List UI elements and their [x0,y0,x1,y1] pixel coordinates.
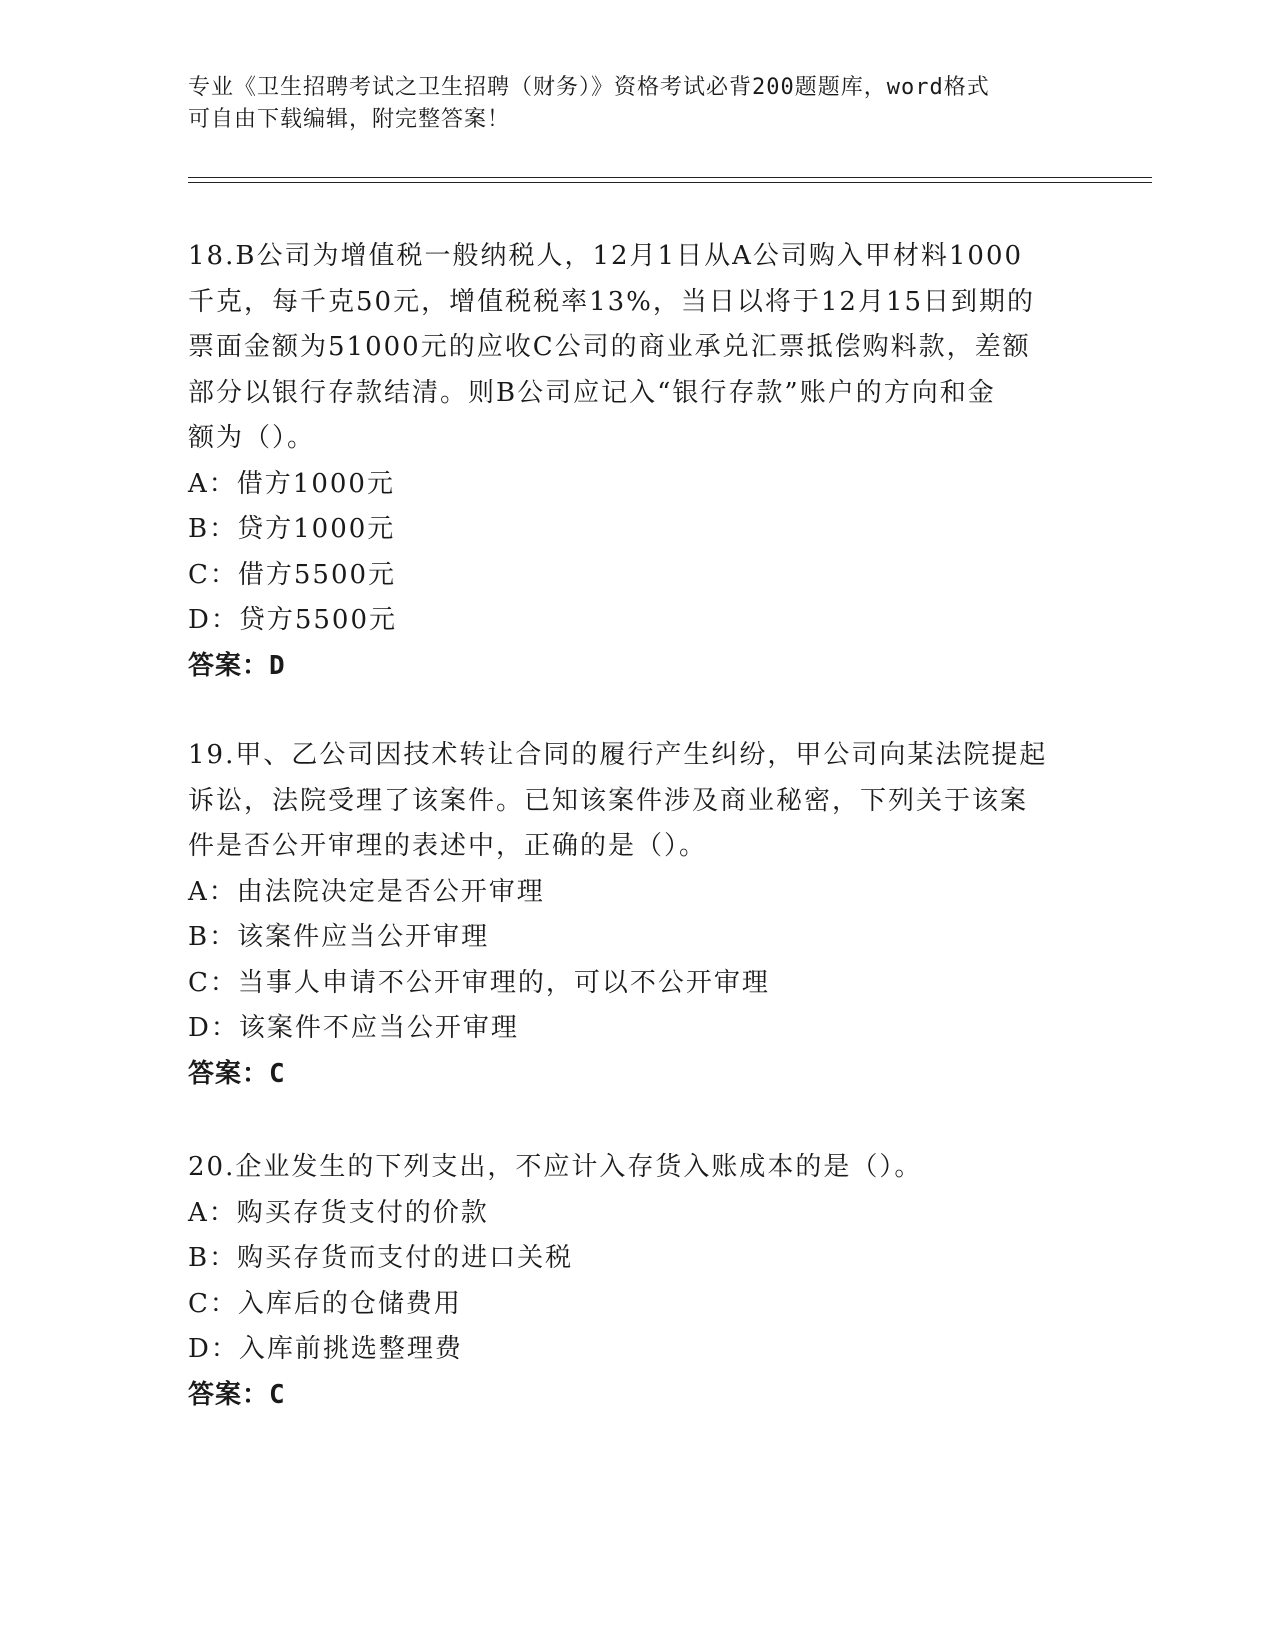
header-line-1: 专业《卫生招聘考试之卫生招聘（财务）》资格考试必背200题题库，word格式 [188,75,990,100]
answer: 答案：D [188,650,286,681]
option-c: C：入库后的仓储费用 [188,1288,462,1319]
question-19 [188,733,1068,1097]
question-20 [188,1145,1068,1418]
document-header [188,72,1068,136]
question-stem-line: 件是否公开审理的表述中，正确的是（）。 [188,831,708,861]
option-c: C：借方5500元 [188,559,397,590]
header-divider-top [188,177,1152,178]
question-stem-line: 票面金额为51000元的应收C公司的商业承兑汇票抵偿购料款，差额 [188,332,1031,362]
option-a: A：由法院决定是否公开审理 [188,876,545,907]
answer: 答案：C [188,1058,286,1089]
header-divider-bottom [188,182,1152,183]
question-18 [188,234,1068,689]
option-d: D：该案件不应当公开审理 [188,1013,519,1043]
option-d: D：入库前挑选整理费 [188,1334,463,1364]
option-b: B：该案件应当公开审理 [188,922,490,952]
header-line-2: 可自由下载编辑，附完整答案！ [188,107,511,132]
option-b: B：购买存货而支付的进口关税 [188,1243,574,1273]
question-stem-line: 诉讼，法院受理了该案件。已知该案件涉及商业秘密，下列关于该案 [188,785,1029,816]
option-c: C：当事人申请不公开审理的，可以不公开审理 [188,967,770,998]
question-stem-line: 18.B公司为增值税一般纳税人，12月1日从A公司购入甲材料1000 [188,241,1024,271]
option-d: D：贷方5500元 [188,605,398,635]
option-a: A：购买存货支付的价款 [188,1197,489,1228]
question-stem-line: 20.企业发生的下列支出，不应计入存货入账成本的是（）。 [188,1152,923,1182]
question-stem-line: 额为（）。 [188,423,316,453]
option-a: A：借方1000元 [188,468,395,499]
question-stem-line: 部分以银行存款结清。则B公司应记入“银行存款”账户的方向和金 [188,377,996,408]
question-stem-line: 19.甲、乙公司因技术转让合同的履行产生纠纷，甲公司向某法院提起 [188,740,1048,770]
answer: 答案：C [188,1379,286,1410]
option-b: B：贷方1000元 [188,514,396,544]
question-stem-line: 千克，每千克50元，增值税税率13%，当日以将于12月15日到期的 [188,286,1036,317]
